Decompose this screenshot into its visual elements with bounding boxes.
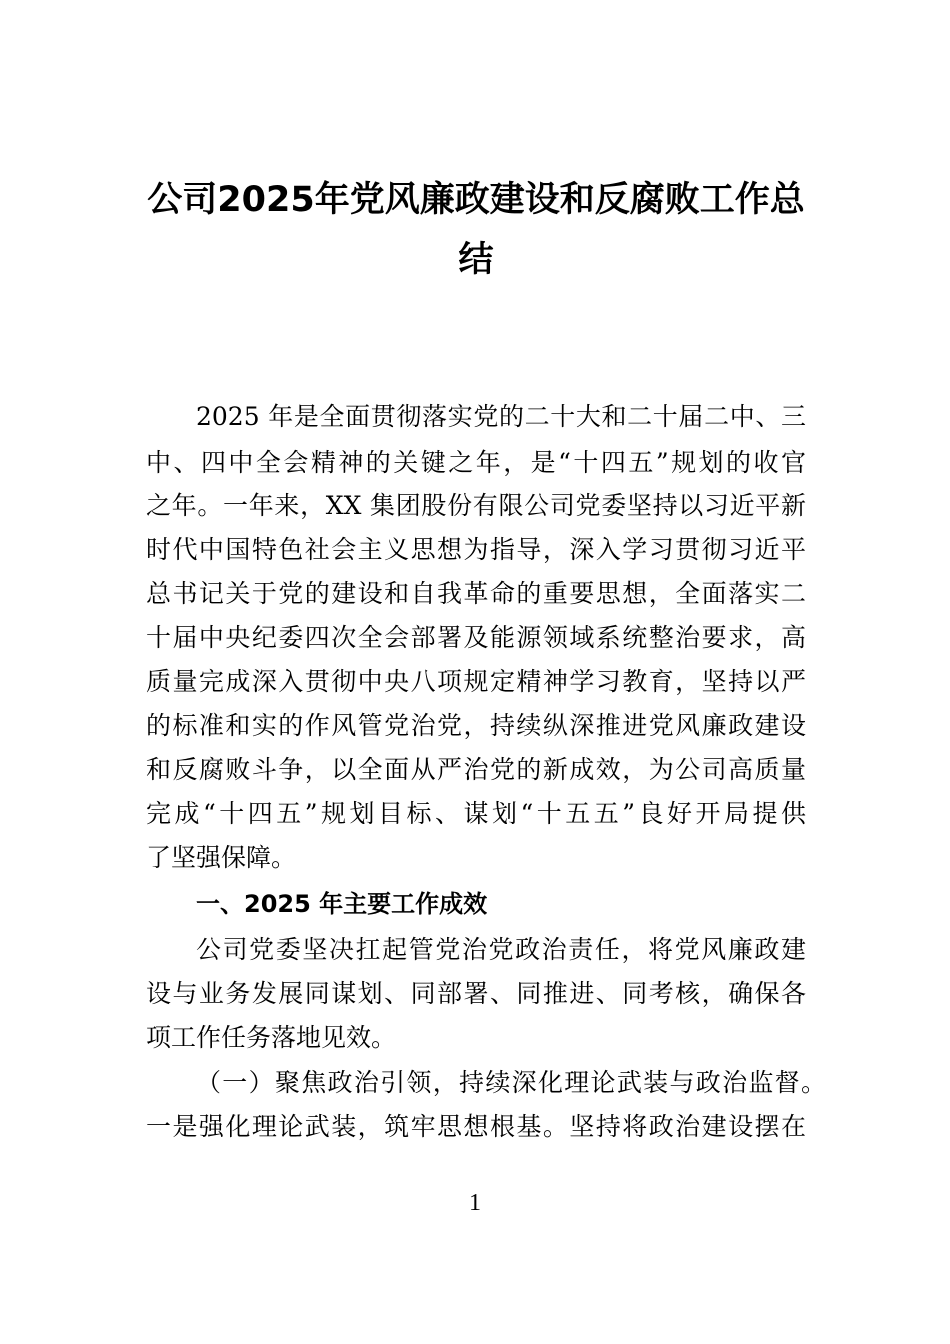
subsection1-line-1: 一是强化理论武装，筑牢思想根基。坚持将政治建设摆在 bbox=[146, 1112, 806, 1141]
document-title-line-2: 结 bbox=[458, 240, 494, 280]
document-title-line-1: 公司2025年党风廉政建设和反腐败工作总 bbox=[147, 180, 805, 220]
section1-line-3: 项工作任务落地见效。 bbox=[146, 1023, 397, 1052]
section1-line-1: 公司党委坚决扛起管党治党政治责任，将党风廉政建 bbox=[196, 935, 806, 964]
intro-line-10: 完成“十四五”规划目标、谋划“十五五”良好开局提供 bbox=[146, 799, 806, 828]
section1-line-2: 设与业务发展同谋划、同部署、同推进、同考核，确保各 bbox=[146, 979, 806, 1008]
intro-line-1: 2025 年是全面贯彻落实党的二十大和二十届二中、三 bbox=[196, 402, 806, 431]
page-number: 1 bbox=[469, 1190, 481, 1216]
intro-line-5: 总书记关于党的建设和自我革命的重要思想，全面落实二 bbox=[146, 579, 806, 608]
intro-line-3: 之年。一年来，XX 集团股份有限公司党委坚持以习近平新 bbox=[146, 491, 806, 520]
intro-line-8: 的标准和实的作风管党治党，持续纵深推进党风廉政建设 bbox=[146, 711, 806, 740]
intro-line-2: 中、四中全会精神的关键之年，是“十四五”规划的收官 bbox=[146, 448, 806, 477]
subsection-heading-1: （一）聚焦政治引领，持续深化理论武装与政治监督。 bbox=[196, 1068, 826, 1097]
intro-line-9: 和反腐败斗争，以全面从严治党的新成效，为公司高质量 bbox=[146, 755, 806, 784]
section-heading-1: 一、2025 年主要工作成效 bbox=[196, 890, 488, 918]
intro-line-11: 了坚强保障。 bbox=[146, 843, 297, 872]
intro-line-4: 时代中国特色社会主义思想为指导，深入学习贯彻习近平 bbox=[146, 535, 806, 564]
intro-line-7: 质量完成深入贯彻中央八项规定精神学习教育，坚持以严 bbox=[146, 667, 806, 696]
intro-line-6: 十届中央纪委四次全会部署及能源领域系统整治要求，高 bbox=[146, 623, 806, 652]
